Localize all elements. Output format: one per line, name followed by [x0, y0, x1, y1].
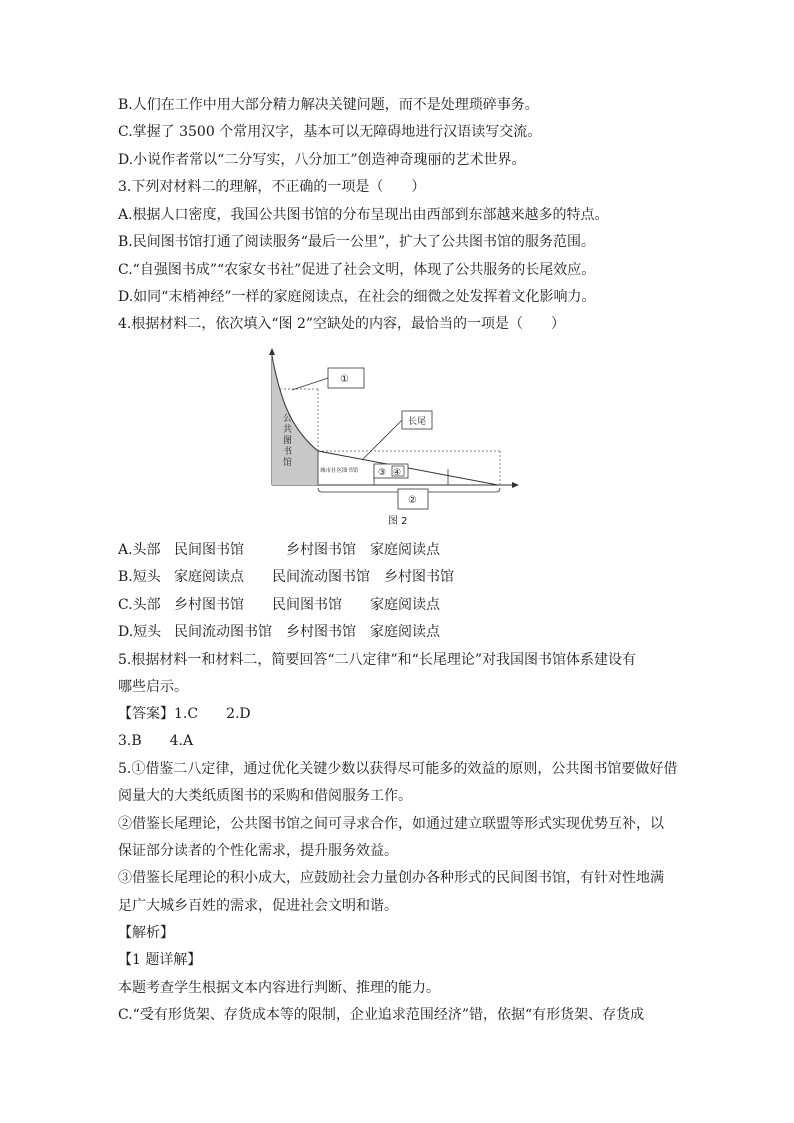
answer-5-point-2: ②借鉴长尾理论，公共图书馆之间可寻求合作，如通过建立联盟等形式实现优势互补，以: [118, 816, 664, 832]
answer-5-point-2-cont: 保证部分读者的个性化需求，提升服务效益。: [118, 843, 398, 859]
public-library-char-5: 馆: [283, 458, 293, 468]
public-library-char-1: 公: [283, 414, 293, 424]
option-b-part-4: 乡村图书馆: [384, 569, 454, 585]
public-library-char-2: 共: [283, 425, 293, 435]
question-4: 4.根据材料二，依次填入“图 2”空缺处的内容，最恰当的一项是（ ）: [118, 316, 566, 332]
option-c-q4: [118, 595, 440, 615]
analysis-text-1: 本题考查学生根据文本内容进行判断、推理的能力。: [118, 980, 440, 996]
option-c-part-1: C.头部: [118, 597, 161, 613]
option-a-part-2: 民间图书馆: [174, 542, 244, 558]
answer-line-1: 【答案】1.C 2.D: [118, 706, 251, 722]
option-b-part-2: 家庭阅读点: [174, 569, 244, 585]
option-c-part-2: 乡村图书馆: [174, 597, 244, 613]
option-d-q3: D.如同“末梢神经”一样的家庭阅读点，在社会的细微之处发挥着文化影响力。: [118, 289, 596, 305]
city-library-label: 城市社区图书馆: [320, 468, 359, 474]
y-axis-arrow: [269, 348, 275, 355]
head-shaded-area: [272, 356, 318, 485]
long-tail-label: 长尾: [408, 417, 427, 427]
option-c-part-4: 家庭阅读点: [370, 597, 440, 613]
question-1-detail-heading: 【1 题详解】: [118, 952, 202, 968]
blank-box-3-label: ③: [378, 468, 387, 478]
long-tail-leader: [362, 420, 402, 460]
public-library-char-4: 书: [283, 447, 293, 457]
option-a-part-4: 家庭阅读点: [370, 542, 440, 558]
option-a-q3: A.根据人口密度，我国公共图书馆的分布呈现出由西部到东部越来越多的特点。: [118, 207, 609, 223]
option-b-q3: B.民间图书馆打通了阅读服务“最后一公里”，扩大了公共图书馆的服务范围。: [118, 234, 596, 250]
option-d-q4: [118, 622, 440, 642]
question-5: 5.根据材料一和材料二，简要回答“二八定律”和“长尾理论”对我国图书馆体系建设有: [118, 652, 636, 668]
blank-box-4-label: ④: [393, 468, 402, 478]
analysis-heading: 【解析】: [118, 925, 174, 941]
long-tail-figure: [262, 348, 522, 528]
x-axis-arrow: [512, 482, 519, 488]
option-d-part-1: D.短头: [118, 624, 162, 640]
question-3: 3.下列对材料二的理解，不正确的一项是（ ）: [118, 179, 426, 195]
answer-5-point-1-cont: 阅量大的大类纸质图书的采购和借阅服务工作。: [118, 788, 412, 804]
public-library-char-3: 图: [283, 436, 293, 446]
answer-5-point-1: 5.①借鉴二八定律，通过优化关键少数以获得尽可能多的效益的原则，公共图书馆要做好借: [118, 761, 678, 777]
option-b-q2: B.人们在工作中用大部分精力解决关键问题，而不是处理琐碎事务。: [118, 97, 539, 113]
option-d-part-4: 家庭阅读点: [370, 624, 440, 640]
option-b-part-3: 民间流动图书馆: [272, 569, 370, 585]
blank-box-2-label: ②: [408, 495, 417, 506]
option-d-part-3: 乡村图书馆: [286, 624, 356, 640]
answer-line-2: 3.B 4.A: [118, 733, 194, 749]
option-a-part-3: 乡村图书馆: [286, 542, 356, 558]
option-a-q4: [118, 540, 440, 560]
blank-box-1-label: ①: [340, 374, 349, 385]
option-c-q2: C.掌握了 3500 个常用汉字，基本可以无障碍地进行汉语读写交流。: [118, 124, 542, 140]
answer-5-point-3: ③借鉴长尾理论的积小成大，应鼓励社会力量创办各种形式的民间图书馆，有针对性地满: [118, 870, 664, 886]
answer-5-point-3-cont: 足广大城乡百姓的需求，促进社会文明和谐。: [118, 898, 398, 914]
figure-caption: 图 2: [388, 516, 408, 527]
box1-leader: [292, 378, 328, 390]
option-b-part-1: B.短头: [118, 569, 161, 585]
option-b-q4: [118, 567, 454, 587]
question-5-cont: 哪些启示。: [118, 679, 188, 695]
option-c-part-3: 民间图书馆: [272, 597, 342, 613]
long-tail-diagram: [262, 348, 522, 518]
option-d-part-2: 民间流动图书馆: [174, 624, 272, 640]
option-c-q3: C.“自强图书成”“农家女书社”促进了社会文明，体现了公共服务的长尾效应。: [118, 262, 596, 278]
analysis-text-2: C.“受有形货架、存货成本等的限制，企业追求范围经济”错，依据“有形货架、存货成: [118, 1007, 645, 1023]
option-d-q2: D.小说作者常以“二分写实，八分加工”创造神奇瑰丽的艺术世界。: [118, 152, 526, 168]
option-a-part-1: A.头部: [118, 542, 161, 558]
